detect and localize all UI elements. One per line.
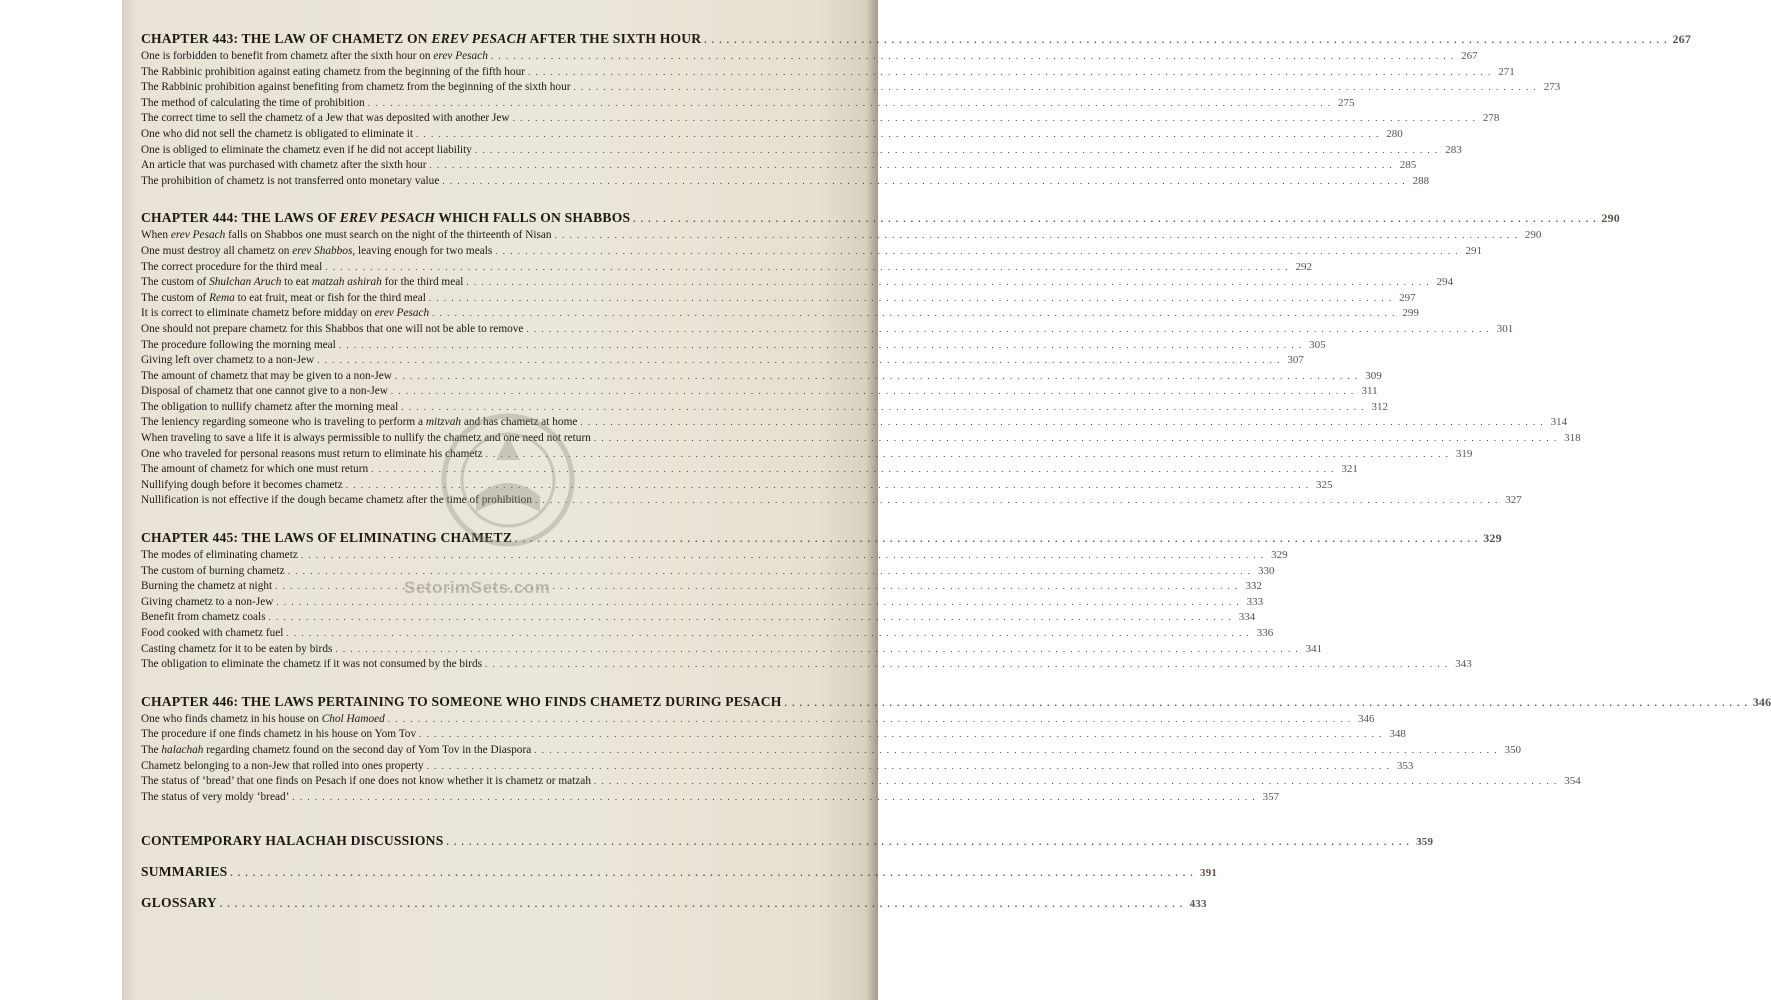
entry-title: The obligation to nullify chametz after the morning meal [141,400,399,413]
entry-title: The Rabbinic prohibition against benefiting from chametz from the beginning of the sixth hour [141,81,571,94]
toc-entry [141,790,1280,806]
entry-title: An article that was purchased with chametz after the sixth hour [141,159,427,172]
toc-entry [141,49,1478,65]
toc-entry [141,158,1417,174]
entry-title: Chametz belonging to a non-Jew that rolled into ones property [141,759,424,772]
dot-leader [555,228,1519,244]
page-number: 353 [1396,759,1414,772]
entry-title: CHAPTER 444: THE LAWS OF EREV PESACH WHICH FALLS ON SHABBOS [141,210,631,226]
page-number: 283 [1445,143,1462,156]
chapter-heading [141,30,1692,47]
page-number: 321 [1341,463,1358,476]
page-number: 275 [1337,96,1355,109]
page-number: 273 [1543,81,1561,94]
dot-leader [486,447,1450,463]
entry-title: One is forbidden to benefit from chametz after the sixth hour on erev Pesach [141,50,488,62]
entry-title: The modes of eliminating chametz [141,549,298,562]
entry-title: Nullifying dough before it becomes chametz [141,478,343,491]
toc-entry [141,275,1454,291]
dot-leader [485,657,1449,673]
watermark-text: SetorimSets.com [404,578,551,597]
toc-entry [141,228,1542,244]
toc-entry [141,80,1561,96]
entry-title: Disposal of chametz that one cannot give to a non-Jew [141,385,388,398]
toc-entry [141,260,1313,276]
entry-title: The status of very moldy ‘bread’ [141,790,290,803]
dot-leader [528,65,1492,81]
page-number: 294 [1436,276,1454,289]
page-number: 301 [1496,322,1514,335]
entry-title: Nullification is not effective if the dough became chametz after the time of prohibition [141,494,532,507]
dot-leader [574,80,1538,96]
dot-leader [594,431,1558,447]
page-number: 336 [1256,627,1274,639]
page-number: 391 [1200,867,1218,880]
toc-entry [141,96,1355,112]
dot-leader [446,827,1410,858]
dot-leader [704,32,1668,49]
toc-entry [141,111,1500,127]
back-matter-entry [141,825,1434,856]
page-number: 290 [1524,229,1542,242]
page-number: 359 [1416,836,1434,849]
dot-leader [515,531,1479,548]
page-number: 327 [1505,494,1522,507]
dot-leader [495,244,1459,260]
toc-entry [141,384,1378,400]
entry-title: The procedure following the morning meal [141,338,336,351]
entry-title: SUMMARIES [141,864,228,880]
dot-leader [388,712,1352,728]
entry-title: One who traveled for personal reasons must return to eliminate his chametz [141,447,483,460]
page-number: 314 [1550,416,1568,429]
entry-title: One should not prepare chametz for this Shabbos that one will not be able to remove [141,322,524,335]
chapter-heading [141,693,1771,710]
entry-title: GLOSSARY [141,895,217,911]
entry-title: The prohibition of chametz is not transferred onto monetary value [141,174,440,187]
dot-leader [317,353,1281,369]
entry-title: Burning the chametz at night [141,580,273,593]
toc-entry [141,369,1382,385]
page-number: 433 [1189,898,1207,911]
toc-entry [141,657,1472,673]
entry-title: Food cooked with chametz fuel [141,627,284,639]
entry-title: The custom of Shulchan Aruch to eat matzah ashirah for the third meal [141,276,464,289]
entry-title: Benefit from chametz coals [141,611,266,624]
entry-title: The amount of chametz that may be given to a non-Jew [141,369,392,382]
dot-leader [432,306,1396,322]
dot-leader [580,415,1544,431]
page-number: 325 [1315,478,1333,491]
entry-title: CHAPTER 445: THE LAWS OF ELIMINATING CHAMETZ [141,530,513,546]
page-number: 348 [1389,728,1406,741]
page-number: 307 [1287,354,1304,367]
toc-entry [141,143,1462,159]
entry-title: Giving chametz to a non-Jew [141,595,274,608]
dot-leader [513,111,1477,127]
dot-leader [526,322,1490,338]
toc-entry [141,338,1326,354]
page-number: 290 [1601,211,1620,226]
toc-entry [141,727,1406,743]
chapter-section [141,30,1692,189]
entry-title: The method of calculating the time of prohibition [141,96,365,109]
dot-leader [534,743,1498,759]
page-number: 311 [1361,385,1378,398]
dot-leader [395,369,1359,385]
page-number: 309 [1365,369,1382,382]
entry-title: The custom of Rema to eat fruit, meat or fish for the third meal [141,291,426,304]
toc-entry [141,127,1403,143]
page-number: 292 [1295,260,1313,273]
entry-title: The custom of burning chametz [141,564,285,577]
back-matter-list [141,825,1434,918]
dot-leader [633,211,1597,228]
dot-leader [416,127,1380,143]
dot-leader [491,49,1455,65]
page-number: 346 [1752,694,1771,709]
dot-leader [391,384,1355,400]
dot-leader [427,759,1391,775]
dot-leader [292,790,1256,806]
dot-leader [429,158,1393,174]
page-number: 285 [1399,159,1417,172]
page-number: 333 [1246,595,1264,608]
page-number: 357 [1262,790,1280,803]
entry-title: Casting chametz for it to be eaten by birds [141,642,333,655]
store-seal-watermark [428,400,588,590]
toc-entry [141,322,1514,338]
dot-leader [286,626,1250,642]
entry-title: The amount of chametz for which one must return [141,463,369,476]
entry-title: One is obliged to eliminate the chametz even if he did not accept liability [141,143,472,156]
page-number: 332 [1245,580,1262,593]
page-number: 271 [1498,65,1515,78]
entry-title: One who finds chametz in his house on Chol Hamoed [141,712,385,725]
dot-leader [429,291,1393,307]
entry-title: The halachah regarding chametz found on the second day of Yom Tov in the Diaspora [141,743,532,756]
page-number: 291 [1465,244,1483,257]
dot-leader [368,96,1332,112]
page-number: 329 [1483,531,1502,546]
toc-entry [141,642,1323,658]
dot-leader [466,275,1430,291]
page-number: 318 [1564,432,1581,445]
toc-entry [141,712,1375,728]
entry-title: The leniency regarding someone who is traveling to perform a mitzvah and has chametz at home [141,416,578,429]
toc-entry [141,291,1416,307]
entry-title: Giving left over chametz to a non-Jew [141,354,315,367]
page-number: 346 [1358,712,1375,725]
page-number: 343 [1455,658,1472,671]
toc-entry [141,759,1414,775]
toc-entry [141,626,1274,642]
dot-leader [339,338,1303,354]
page-number: 330 [1257,564,1275,577]
page-number: 312 [1371,400,1388,413]
chapter-heading [141,209,1620,226]
page-number: 319 [1455,447,1473,460]
entry-title: The status of ‘bread’ that one finds on Pesach if one does not know whether it is chametz or matzah [141,775,591,788]
page-number: 334 [1238,611,1256,624]
toc-entry [141,774,1581,790]
entry-title: It is correct to eliminate chametz before midday on erev Pesach [141,307,430,320]
dot-leader [535,493,1499,509]
toc-entry [141,244,1483,260]
entry-title: CHAPTER 443: THE LAW OF CHAMETZ ON EREV PESACH AFTER THE SIXTH HOUR [141,31,702,46]
dot-leader [785,695,1749,712]
back-matter-entry [141,887,1207,918]
toc-entry [141,306,1419,322]
toc-entry [141,743,1521,759]
page-number: 297 [1399,291,1416,304]
toc-entry [141,610,1256,626]
page-number: 350 [1504,743,1521,756]
entry-title: The correct procedure for the third meal [141,260,323,273]
page-number: 278 [1482,112,1500,125]
toc-entry [141,353,1304,369]
entry-title: One must destroy all chametz on erev Shabbos, leaving enough for two meals [141,244,493,257]
dot-leader [442,174,1406,190]
dot-leader [230,858,1194,889]
dot-leader [325,260,1289,276]
entry-title: The procedure if one finds chametz in his house on Yom Tov [141,728,417,741]
toc-entry [141,65,1515,81]
entry-title: One who did not sell the chametz is obligated to eliminate it [141,127,414,140]
dot-leader [220,889,1184,920]
dot-leader [594,774,1558,790]
entry-title: CONTEMPORARY HALACHAH DISCUSSIONS [141,833,444,849]
page-number: 305 [1309,338,1326,351]
page-number: 299 [1402,307,1419,320]
entry-title: When traveling to save a life it is always permissible to nullify the chametz and one need not return [141,432,591,445]
entry-title: The Rabbinic prohibition against eating chametz from the beginning of the fifth hour [141,65,525,78]
toc-entry [141,174,1430,190]
entry-title: When erev Pesach falls on Shabbos one must search on the night of the thirteenth of Nisan [141,229,552,242]
page-number: 288 [1412,174,1430,187]
dot-leader [475,143,1439,159]
chapter-section [141,693,1771,806]
entry-title: The correct time to sell the chametz of a Jew that was deposited with another Jew [141,112,510,125]
entry-title: CHAPTER 446: THE LAWS PERTAINING TO SOMEONE WHO FINDS CHAMETZ DURING PESACH [141,693,782,709]
page-number: 267 [1461,50,1478,62]
dot-leader [269,610,1233,626]
page-number: 280 [1386,127,1403,140]
page-number: 267 [1672,32,1692,46]
entry-title: The obligation to eliminate the chametz if it was not consumed by the birds [141,658,483,671]
dot-leader [335,642,1299,658]
back-matter-entry [141,856,1218,887]
page-number: 341 [1305,642,1323,655]
dot-leader [419,727,1383,743]
page-number: 354 [1564,775,1581,788]
page-number: 329 [1271,549,1288,562]
